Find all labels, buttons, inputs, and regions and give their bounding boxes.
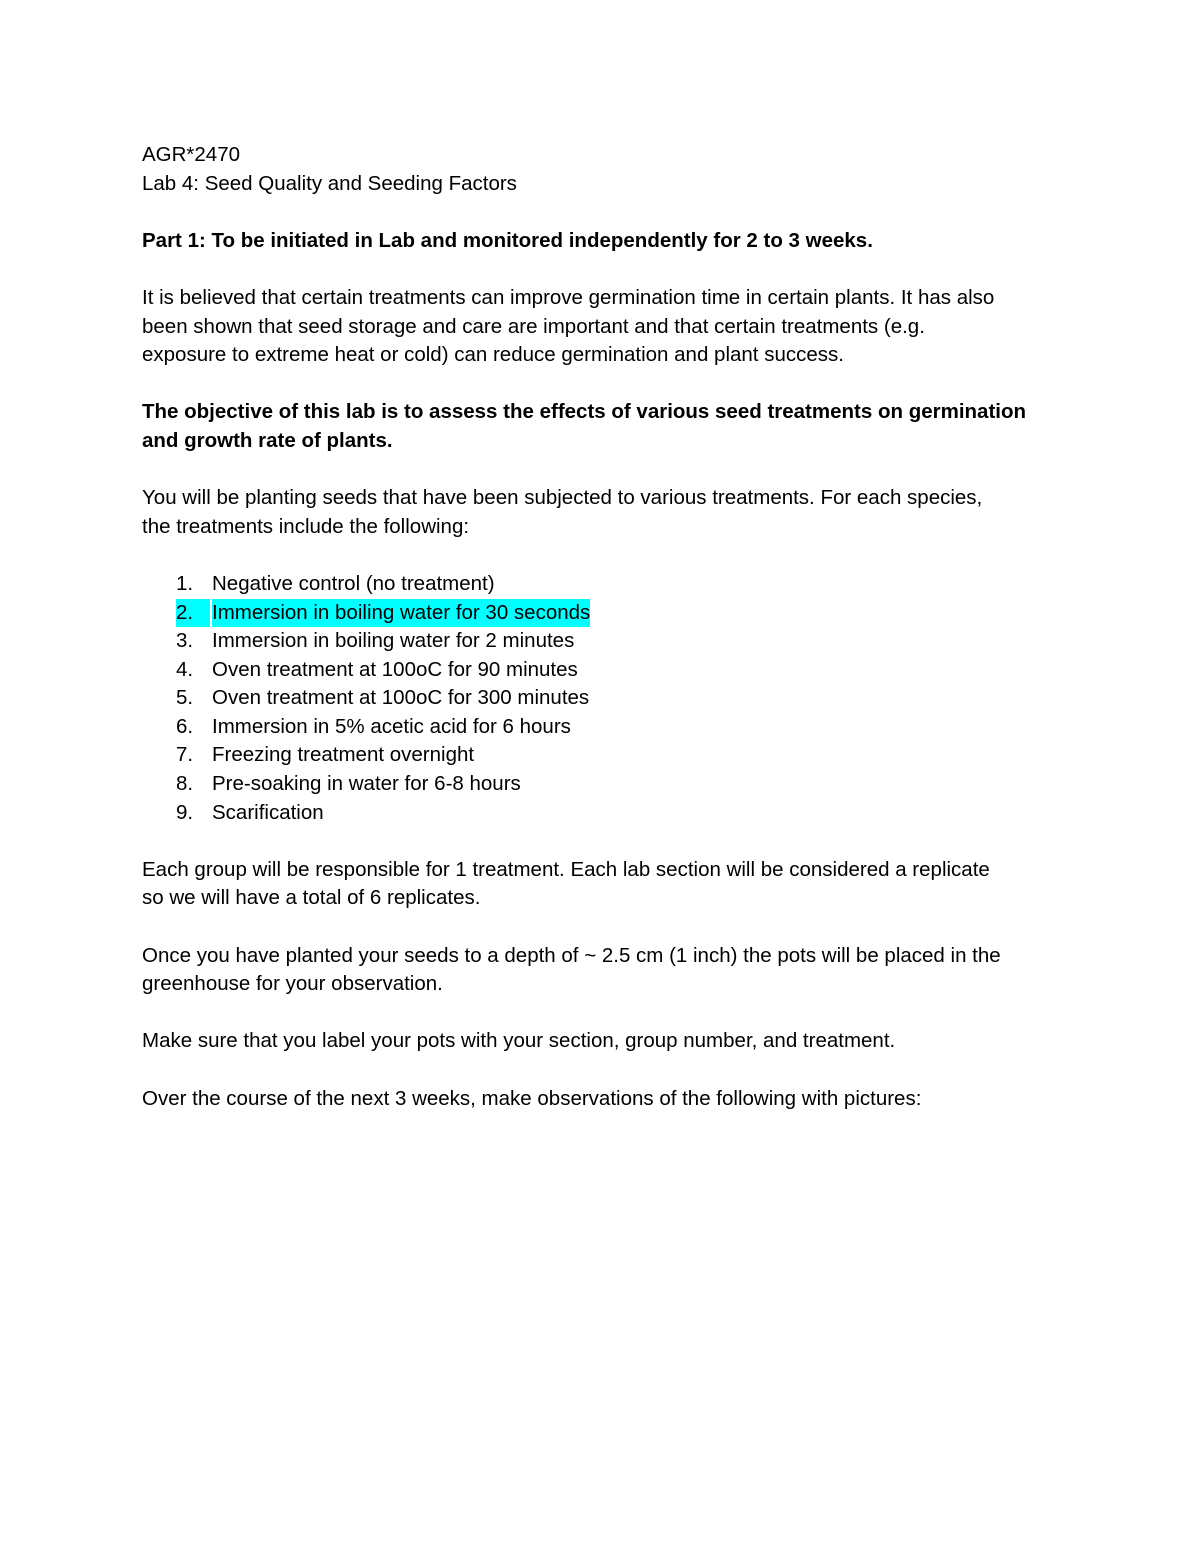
intro-line: been shown that seed storage and care are important and that certain treatments (e.g. — [142, 314, 925, 338]
group-line: Each group will be responsible for 1 treatment. Each lab section will be considered a replicate — [142, 857, 990, 881]
treatment-item — [142, 799, 1072, 828]
treatment-number: 7. — [176, 743, 194, 767]
course-code: AGR*2470 — [142, 143, 241, 166]
treatment-number: 2. — [176, 599, 210, 628]
observe-paragraph: Over the course of the next 3 weeks, make observations of the following with pictures: — [142, 1086, 922, 1110]
treatment-item — [142, 684, 1072, 713]
treatment-number: 3. — [176, 629, 194, 653]
treatment-text: Scarification — [212, 800, 324, 824]
intro-line: It is believed that certain treatments can improve germination time in certain plants. It has also — [142, 285, 995, 309]
group-paragraph — [142, 856, 1072, 913]
treatment-item — [142, 770, 1072, 799]
treatment-text: Freezing treatment overnight — [212, 743, 475, 767]
treatment-text: Pre-soaking in water for 6-8 hours — [212, 772, 521, 796]
part-heading: Part 1: To be initiated in Lab and monitored independently for 2 to 3 weeks. — [142, 228, 873, 252]
treatment-list — [142, 570, 1072, 827]
treatment-item — [142, 713, 1072, 742]
treatment-item — [142, 570, 1072, 599]
planting-paragraph — [142, 484, 1072, 541]
group-line: so we will have a total of 6 replicates. — [142, 886, 481, 910]
label-paragraph: Make sure that you label your pots with your section, group number, and treatment. — [142, 1029, 896, 1053]
treatment-item-highlighted — [142, 599, 1072, 628]
treatment-number: 9. — [176, 800, 194, 824]
treatment-text: Oven treatment at 100oC for 90 minutes — [212, 657, 578, 681]
treatment-number: 1. — [176, 571, 194, 595]
treatment-text: Oven treatment at 100oC for 300 minutes — [212, 686, 590, 710]
treatment-text: Negative control (no treatment) — [212, 571, 495, 595]
depth-line: Once you have planted your seeds to a depth of ~ 2.5 cm (1 inch) the pots will be placed in the — [142, 943, 1001, 967]
treatment-number: 8. — [176, 772, 194, 796]
treatment-text: Immersion in 5% acetic acid for 6 hours — [212, 714, 571, 738]
document-body — [142, 141, 1072, 1113]
treatment-number: 5. — [176, 686, 194, 710]
treatment-item — [142, 627, 1072, 656]
treatment-item — [142, 656, 1072, 685]
treatment-number: 6. — [176, 714, 194, 738]
depth-line: greenhouse for your observation. — [142, 972, 443, 996]
intro-paragraph — [142, 284, 1072, 370]
treatment-text: Immersion in boiling water for 2 minutes — [212, 629, 575, 653]
planting-line: You will be planting seeds that have been subjected to various treatments. For each species, — [142, 486, 983, 510]
intro-line: exposure to extreme heat or cold) can reduce germination and plant success. — [142, 343, 844, 367]
objective-line: The objective of this lab is to assess the effects of various seed treatments on germination — [142, 400, 1027, 424]
treatment-number: 4. — [176, 657, 194, 681]
treatment-item — [142, 741, 1072, 770]
lab-title: Lab 4: Seed Quality and Seeding Factors — [142, 171, 517, 195]
objective-line: and growth rate of plants. — [142, 428, 393, 452]
objective-paragraph — [142, 398, 1072, 455]
depth-paragraph — [142, 942, 1072, 999]
treatment-text: Immersion in boiling water for 30 seconds — [212, 599, 590, 628]
planting-line: the treatments include the following: — [142, 514, 470, 538]
